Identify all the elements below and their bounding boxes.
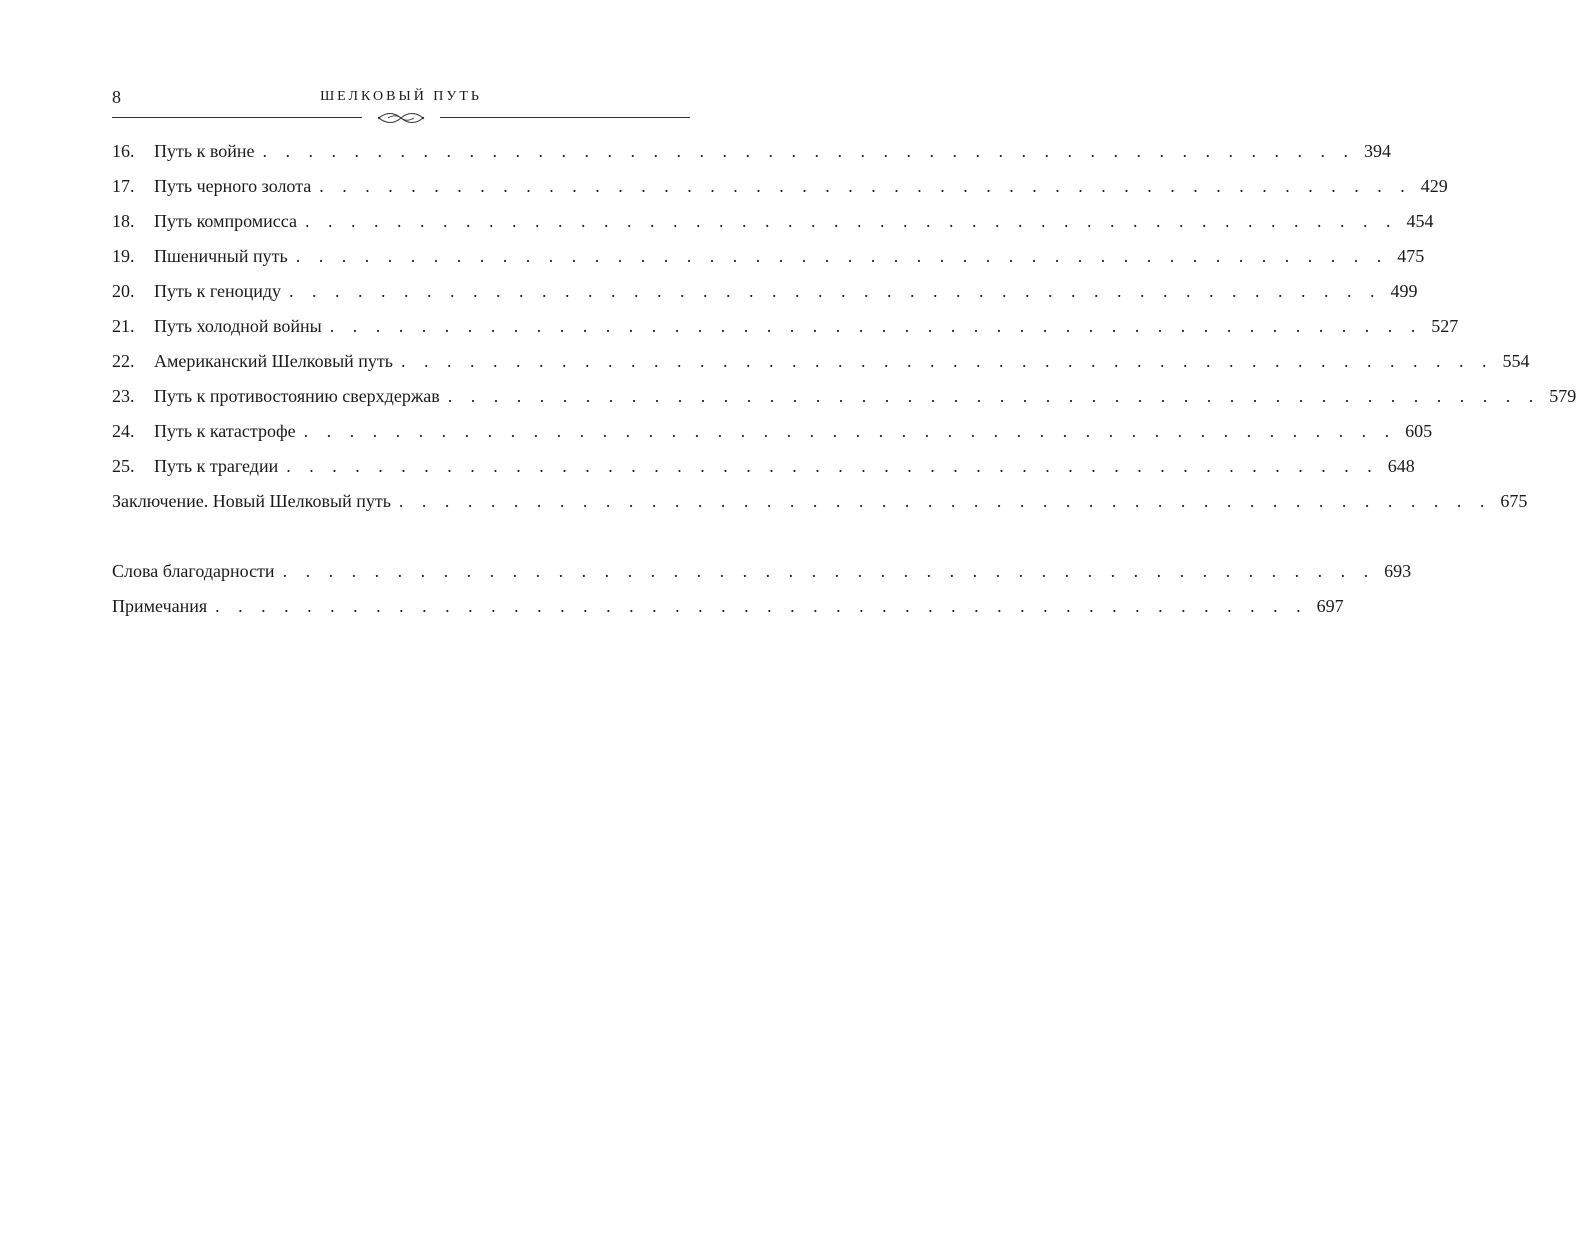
toc-entry-20[interactable] [112, 274, 1418, 309]
toc-entry-19[interactable] [112, 239, 1425, 274]
chapter-title: Путь к трагедии [154, 456, 279, 476]
chapter-title: Путь к войне [154, 141, 255, 161]
dot-leader: . . . . . . . . . . . . . . . . . . . . . . . . . . . . . . . . . . . . . . . . . . . . . . . . [329, 316, 1423, 336]
chapter-title: Путь компромисса [154, 211, 297, 231]
dot-leader: . . . . . . . . . . . . . . . . . . . . . . . . . . . . . . . . . . . . . . . . . . . . . . . . [447, 386, 1541, 406]
table-of-contents [112, 134, 1576, 624]
chapter-page: 475 [1397, 246, 1425, 266]
chapter-number: 22. [112, 351, 135, 371]
chapter-title: Американский Шелковый путь [154, 351, 394, 371]
toc-entry-18[interactable] [112, 204, 1434, 239]
dot-leader: . . . . . . . . . . . . . . . . . . . . . . . . . . . . . . . . . . . . . . . . . . . . . . . . [401, 351, 1494, 371]
chapter-title: Путь к катастрофе [154, 421, 296, 441]
toc-entry-16[interactable] [112, 134, 1391, 169]
header-rule-right [440, 117, 690, 118]
page-number: 8 [112, 87, 121, 107]
flourish-ornament-icon [376, 110, 426, 126]
chapter-page: 499 [1390, 281, 1418, 301]
dot-leader: . . . . . . . . . . . . . . . . . . . . . . . . . . . . . . . . . . . . . . . . . . . . . . . . [303, 421, 1397, 441]
dot-leader: . . . . . . . . . . . . . . . . . . . . . . . . . . . . . . . . . . . . . . . . . . . . . . . . [304, 211, 1398, 231]
chapter-page: 554 [1502, 351, 1530, 371]
dot-leader: . . . . . . . . . . . . . . . . . . . . . . . . . . . . . . . . . . . . . . . . . . . . . . . . [215, 596, 1308, 616]
header-rule-left [112, 117, 362, 118]
toc-spacer [112, 519, 690, 554]
toc-entry-acknowledgements[interactable] [112, 554, 1412, 589]
toc-entry-conclusion[interactable] [112, 484, 1528, 519]
chapter-title: Пшеничный путь [154, 246, 288, 266]
back-matter-page: 697 [1316, 596, 1344, 616]
toc-entry-17[interactable] [112, 169, 1448, 204]
dot-leader: . . . . . . . . . . . . . . . . . . . . . . . . . . . . . . . . . . . . . . . . . . . . . . . . [295, 246, 1389, 266]
chapter-number: 16. [112, 141, 135, 161]
dot-leader: . . . . . . . . . . . . . . . . . . . . . . . . . . . . . . . . . . . . . . . . . . . . . . . . [262, 141, 1355, 161]
toc-entry-22[interactable] [112, 344, 1530, 379]
chapter-title: Путь черного золота [154, 176, 312, 196]
chapter-page: 429 [1420, 176, 1448, 196]
chapter-number: 18. [112, 211, 135, 231]
dot-leader: . . . . . . . . . . . . . . . . . . . . . . . . . . . . . . . . . . . . . . . . . . . . . . . . [289, 281, 1382, 301]
chapter-page: 605 [1405, 421, 1433, 441]
dot-leader: . . . . . . . . . . . . . . . . . . . . . . . . . . . . . . . . . . . . . . . . . . . . . . . . [319, 176, 1412, 196]
chapter-title: Путь к геноциду [154, 281, 282, 301]
conclusion-page: 675 [1500, 491, 1528, 511]
back-matter-title: Слова благодарности [112, 561, 275, 581]
dot-leader: . . . . . . . . . . . . . . . . . . . . . . . . . . . . . . . . . . . . . . . . . . . . . . . . [398, 491, 1492, 511]
chapter-number: 25. [112, 456, 135, 476]
dot-leader: . . . . . . . . . . . . . . . . . . . . . . . . . . . . . . . . . . . . . . . . . . . . . . . . [282, 561, 1376, 581]
chapter-number: 19. [112, 246, 135, 266]
toc-entry-25[interactable] [112, 449, 1415, 484]
chapter-page: 579 [1549, 386, 1576, 406]
chapter-page: 394 [1363, 141, 1391, 161]
chapter-title: Путь к противостоянию сверхдержав [154, 386, 440, 406]
book-title: ШЕЛКОВЫЙ ПУТЬ [320, 89, 482, 104]
chapter-page: 648 [1387, 456, 1415, 476]
back-matter-title: Примечания [112, 596, 208, 616]
chapter-page: 454 [1406, 211, 1434, 231]
chapter-number: 21. [112, 316, 135, 336]
chapter-page: 527 [1431, 316, 1459, 336]
header-rule [112, 110, 690, 126]
toc-entry-21[interactable] [112, 309, 1459, 344]
dot-leader: . . . . . . . . . . . . . . . . . . . . . . . . . . . . . . . . . . . . . . . . . . . . . . . . [286, 456, 1379, 476]
chapter-number: 20. [112, 281, 135, 301]
chapter-number: 24. [112, 421, 135, 441]
toc-entry-23[interactable] [112, 379, 1576, 414]
toc-entry-notes[interactable] [112, 589, 1344, 624]
chapter-number: 17. [112, 176, 135, 196]
chapter-number: 23. [112, 386, 135, 406]
toc-entry-24[interactable] [112, 414, 1433, 449]
chapter-title: Путь холодной войны [154, 316, 322, 336]
running-head [112, 86, 690, 108]
conclusion-title: Заключение. Новый Шелковый путь [112, 491, 391, 511]
back-matter-page: 693 [1384, 561, 1412, 581]
